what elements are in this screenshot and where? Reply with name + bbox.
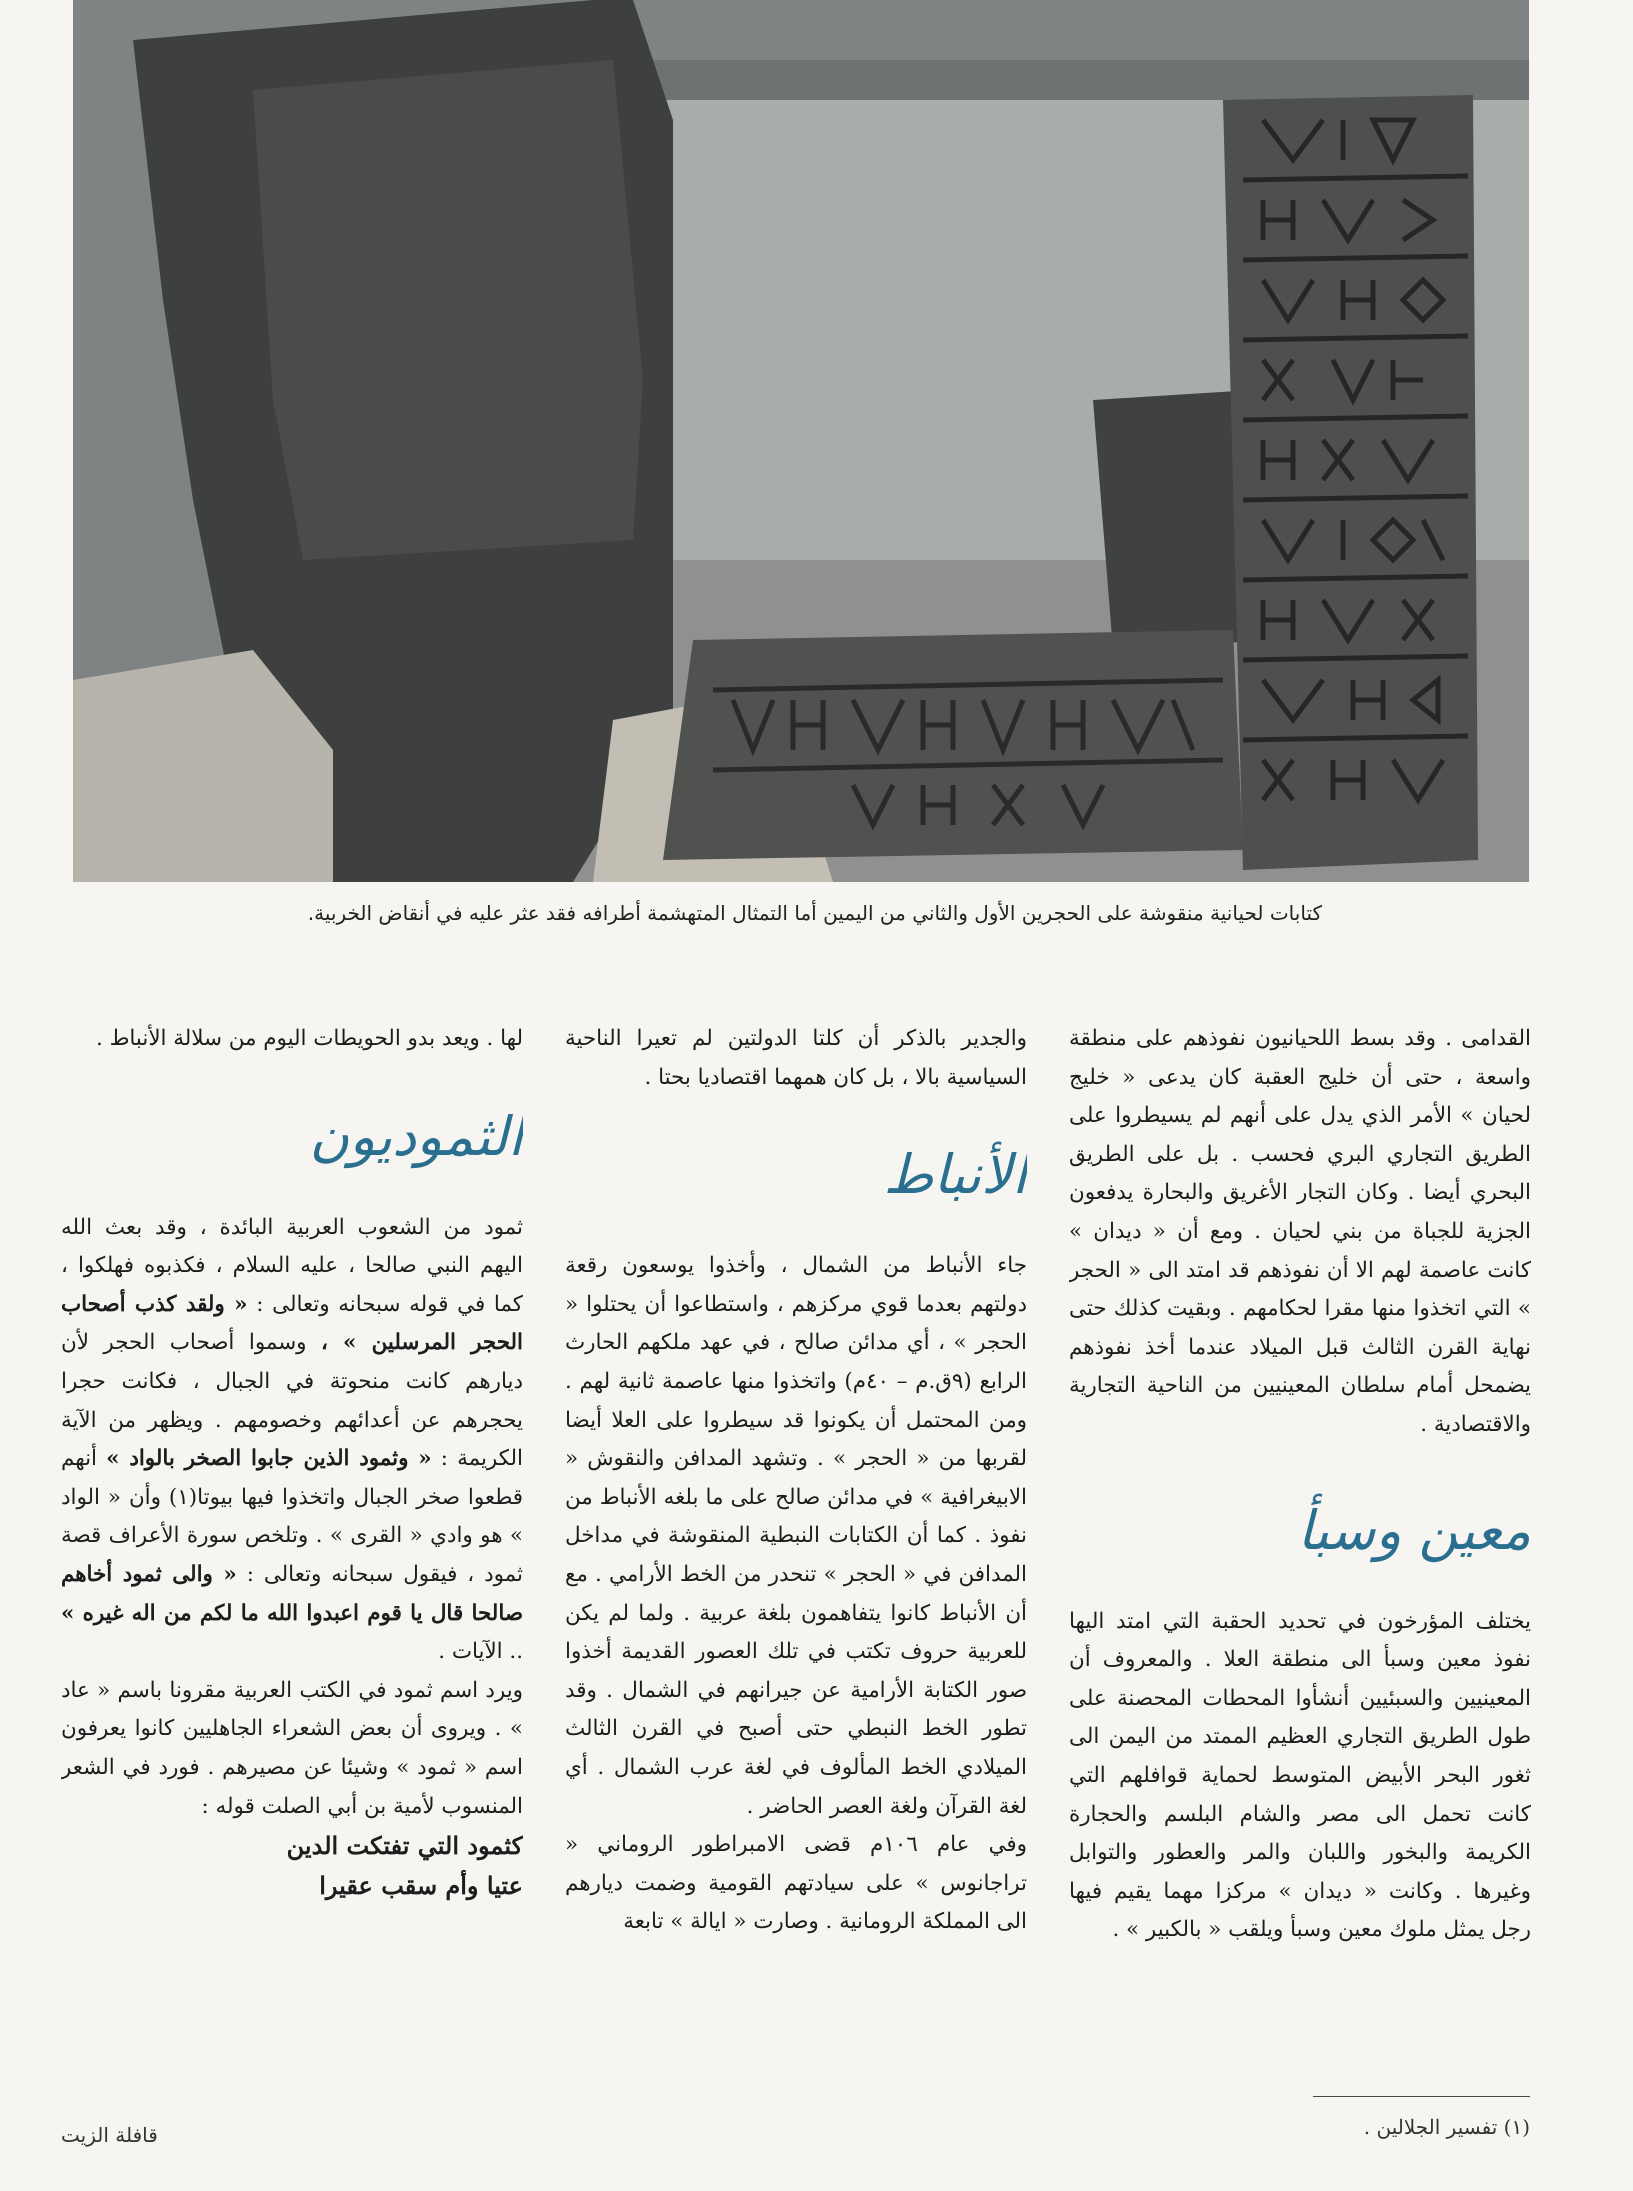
quran-quote: « والى ثمود أخاهم صالحا قال يا قوم اعبدوا الله ما لكم من اله غيره »: [61, 1561, 523, 1626]
paragraph: يختلف المؤرخون في تحديد الحقبة التي امتد اليها نفوذ معين وسبأ الى منطقة العلا . والمعروف أن المعينيين والسبئيين أنشأوا المحطات المحصنة على طول الطريق التجاري العظيم الممتد من اليمن الى ثغور البحر الأبيض المتوسط لحماية قوافلهم التي كانت تحمل الى مصر والشام البلسم والحجارة الكريمة والبخور واللبان والمر والعطور والتوابل وغيرها . وكانت « ديدان » مركزا مهما يقيم فيها رجل يمثل ملوك معين وسبأ ويلقب « بالكبير » .: [1069, 1608, 1531, 1943]
magazine-footer: قافلة الزيت: [61, 2123, 158, 2147]
section-heading-thamud: الثموديون: [309, 1104, 523, 1168]
footnote: (١) تفسير الجلالين .: [1363, 2115, 1530, 2139]
photo-illustration: [73, 0, 1529, 882]
paragraph: والجدير بالذكر أن كلتا الدولتين لم تعيرا الناحية السياسية بالا ، بل كان همهما اقتصاديا بحتا .: [565, 1026, 1027, 1090]
column-right: [1069, 1020, 1531, 2020]
quran-quote: « ولقد كذب أصحاب الحجر المرسلين » ،: [61, 1291, 523, 1356]
paragraph: وفي عام ١٠٦م قضى الامبراطور الروماني « تراجانوس » على سيادتهم القومية وضمت ديارهم الى المملكة الرومانية . وصارت « ايالة » تابعة: [565, 1832, 1027, 1935]
paragraph-text: .. الآيات .: [438, 1639, 523, 1665]
stone-inscriptions-photo: [73, 0, 1529, 882]
paragraph: ويرد اسم ثمود في الكتب العربية مقرونا باسم « عاد » . ويروى أن بعض الشعراء الجاهليين كانوا يعرفون اسم « ثمود » وشيئا عن مصيرهم . فورد في الشعر المنسوب لأمية بن أبي الصلت قوله :: [61, 1677, 523, 1819]
section-heading-main-saba: معين وسبأ: [1297, 1498, 1531, 1562]
column-middle: [565, 1020, 1027, 2020]
section-heading-nabataeans: الأنباط: [883, 1143, 1027, 1207]
paragraph: القدامى . وقد بسط اللحيانيون نفوذهم على منطقة واسعة ، حتى أن خليج العقبة كان يدعى « خليج لحيان » الأمر الذي يدل على أنهم لم يسيطروا على الطريق التجاري البري فحسب . بل على الطريق البحري أيضا . وكان التجار الأغريق والبحارة يدفعون الجزية للجباة من بني لحيان . ومع أن « ديدان » كانت عاصمة لهم الا أن نفوذهم قد امتد الى « الحجر » التي اتخذوا منها مقرا لحكامهم . وبقيت كذلك حتى نهاية القرن الثالث قبل الميلاد عندما أخذ نفوذهم يضمحل أمام سلطان المعينيين من الناحية التجارية والاقتصادية .: [1069, 1026, 1531, 1437]
column-left: [61, 1020, 523, 2020]
photo-caption: كتابات لحيانية منقوشة على الحجرين الأول والثاني من اليمين أما التمثال المتهشمة أطرافه فقد عثر عليه في أنقاض الخربية.: [307, 901, 1322, 925]
paragraph-text: أنهم قطعوا صخر الجبال واتخذوا فيها بيوتا(١) وأن « الواد » هو وادي « القرى » . وتلخص سورة الأعراف قصة ثمود ، فيقول سبحانه وتعالى :: [61, 1446, 523, 1587]
footnote-divider: [1313, 2096, 1530, 2097]
quran-quote: « وثمود الذين جابوا الصخر بالواد »: [106, 1446, 432, 1472]
paragraph: [61, 1209, 523, 1672]
paragraph-text: وسموا أصحاب الحجر لأن ديارهم كانت منحوتة في الجبال ، فكانت حجرا يحجرهم عن أعدائهم وخصومهم . ويظهر من الآية الكريمة :: [61, 1330, 523, 1472]
paragraph-text: ثمود من الشعوب العربية البائدة ، وقد بعث الله اليهم النبي صالحا ، عليه السلام ، فكذبوه فهلكوا ، كما في قوله سبحانه وتعالى :: [61, 1214, 523, 1317]
poem-verse-2: عتيا وأم سقب عقيرا: [319, 1871, 523, 1901]
poem-verse-1: كثمود التي تفتكت الدين: [286, 1831, 523, 1861]
paragraph: لها . ويعد بدو الحويطات اليوم من سلالة الأنباط .: [96, 1026, 523, 1051]
paragraph: جاء الأنباط من الشمال ، وأخذوا يوسعون رقعة دولتهم بعدما قوي مركزهم ، واستطاعوا أن يحتلوا « الحجر » ، أي مدائن صالح ، في عهد ملكهم الحارث الرابع (٩ق.م – ٤٠م) واتخذوا منها عاصمة ثانية لهم . ومن المحتمل أن يكونوا قد سيطروا على العلا أيضا لقربها من « الحجر » . وتشهد المدافن والنقوش « الابيغرافية » في مدائن صالح على ما بلغه الأنباط من نفوذ . كما أن الكتابات النبطية المنقوشة في مداخل المدافن في « الحجر » تنحدر من الخط الأرامي . مع أن الأنباط كانوا يتفاهمون بلغة عربية . ولما لم يكن للعربية حروف تكتب في تلك العصور القديمة أخذوا صور الكتابة الأرامية عن جيرانهم في الشمال . وقد تطور الخط النبطي حتى أصبح في القرن الثالث الميلادي الخط المألوف في لغة عرب الشمال . أي لغة القرآن ولغة العصر الحاضر .: [565, 1253, 1027, 1819]
